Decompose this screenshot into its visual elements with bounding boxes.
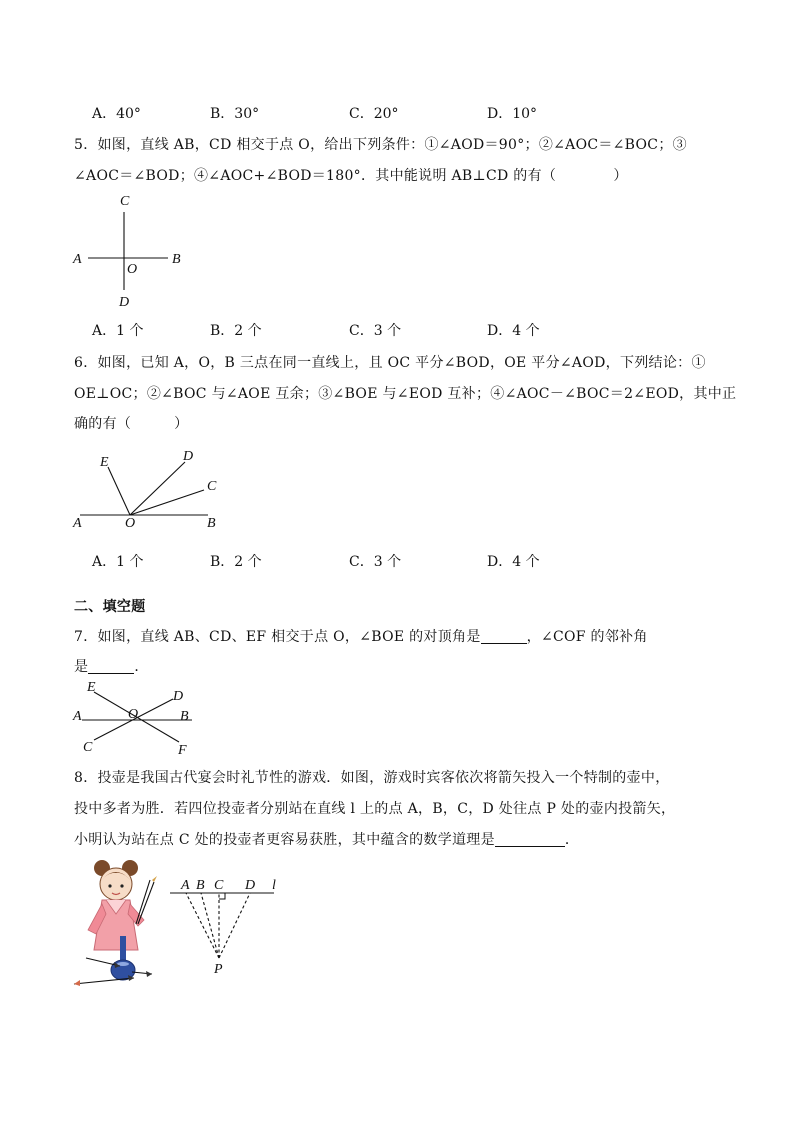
q7-stem-line1 <box>74 626 648 646</box>
q5-stem-line2: ∠AOC＝∠BOD；④∠AOC+∠BOD＝180°．其中能说明 AB⊥CD 的有（ ） <box>74 168 628 184</box>
q6-stem-line2: OE⊥OC；②∠BOC 与∠AOE 互余；③∠BOE 与∠EOD 互补；④∠AOC－∠BOC＝2∠EOD，其中正 <box>74 386 737 402</box>
q5-figure <box>70 190 200 315</box>
q8-answer-blank[interactable] <box>495 832 565 847</box>
q6-figure <box>70 445 230 535</box>
q8-figure <box>162 870 292 982</box>
q6-option-a[interactable]: A．1 个 <box>92 554 144 570</box>
q6-stem-line3: 确的有（ ） <box>74 416 189 432</box>
q8-label-l: l <box>272 878 276 893</box>
q7-label-d: D <box>173 689 184 704</box>
q5-option-d[interactable]: D．4 个 <box>487 323 540 339</box>
q6-stem-line1: 6．如图，已知 A，O，B 三点在同一直线上，且 OC 平分∠BOD，OE 平分∠AOD，下列结论：① <box>74 355 706 371</box>
q8-right-angle-mark <box>219 893 225 899</box>
q7-stem-part2: ，∠COF 的邻补角 <box>526 629 648 645</box>
q8-stem-part2: ． <box>564 832 580 848</box>
q8-stem-line3 <box>74 829 579 849</box>
q7-stem-line2 <box>74 656 149 676</box>
q7-figure <box>70 677 200 759</box>
q5-label-b: B <box>172 252 181 267</box>
q4-option-b[interactable]: B．30° <box>210 106 260 122</box>
q6-ray-od <box>130 462 185 515</box>
q5-option-b[interactable]: B．2 个 <box>210 323 262 339</box>
q8-girl-illustration <box>72 858 162 998</box>
q5-label-c: C <box>120 194 130 209</box>
q7-stem-part3: 是 <box>74 659 89 675</box>
q8-stem-part1: 小明认为站在点 C 处的投壶者更容易获胜，其中蕴含的数学道理是 <box>74 832 495 848</box>
q6-label-o: O <box>125 516 136 531</box>
q8-label-p: P <box>214 962 223 977</box>
q7-label-a: A <box>73 709 82 724</box>
q8-segment-pa <box>186 893 219 958</box>
q7-label-c: C <box>83 740 93 755</box>
q6-option-b[interactable]: B．2 个 <box>210 554 262 570</box>
q8-label-d: D <box>245 878 256 893</box>
q6-label-a: A <box>73 516 82 531</box>
q7-stem-part1: 7．如图，直线 AB、CD、EF 相交于点 O，∠BOE 的对顶角是 <box>74 629 481 645</box>
q7-label-b: B <box>180 709 189 724</box>
q6-ray-oc <box>130 490 204 515</box>
q6-label-b: B <box>207 516 216 531</box>
q5-option-a[interactable]: A．1 个 <box>92 323 144 339</box>
q8-segment-pb <box>201 893 219 958</box>
q5-label-d: D <box>119 295 130 310</box>
q8-stem-line2: 投中多者为胜．若四位投壶者分别站在直线 l 上的点 A，B，C，D 处往点 P 处的壶内投箭矢， <box>74 801 676 817</box>
q7-answer-blank-2[interactable] <box>88 659 134 674</box>
q5-label-o: O <box>127 262 138 277</box>
q7-stem-part4: ． <box>134 659 149 675</box>
q8-label-b: B <box>196 878 205 893</box>
q8-segment-pd <box>219 893 250 958</box>
q4-option-a[interactable]: A．40° <box>92 106 141 122</box>
q6-option-c[interactable]: C．3 个 <box>349 554 402 570</box>
q6-label-e: E <box>100 455 109 470</box>
q8-label-c: C <box>214 878 224 893</box>
q6-label-c: C <box>207 479 217 494</box>
q7-label-o: O <box>128 707 139 722</box>
q5-option-c[interactable]: C．3 个 <box>349 323 402 339</box>
section-title: 二、填空题 <box>74 599 146 615</box>
q6-ray-oe <box>108 467 130 515</box>
q7-answer-blank-1[interactable] <box>481 629 527 644</box>
q5-label-a: A <box>73 252 82 267</box>
q7-label-e: E <box>87 680 96 695</box>
q4-option-c[interactable]: C．20° <box>349 106 399 122</box>
q6-label-d: D <box>183 449 194 464</box>
q6-option-d[interactable]: D．4 个 <box>487 554 540 570</box>
q7-label-f: F <box>178 743 187 758</box>
q8-label-a: A <box>181 878 190 893</box>
q4-option-d[interactable]: D．10° <box>487 106 538 122</box>
q5-stem-line1: 5．如图，直线 AB，CD 相交于点 O，给出下列条件：①∠AOD＝90°；②∠AOC＝∠BOC；③ <box>74 137 687 153</box>
q8-stem-line1: 8．投壶是我国古代宴会时礼节性的游戏．如图，游戏时宾客依次将箭矢投入一个特制的壶中， <box>74 770 670 786</box>
